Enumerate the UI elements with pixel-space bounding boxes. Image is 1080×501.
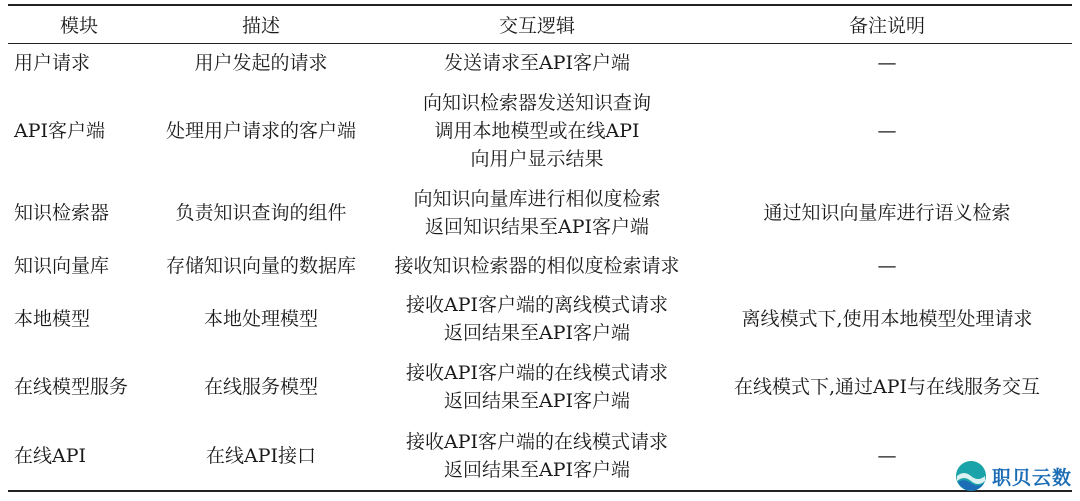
table-row — [8, 43, 1072, 83]
table-row — [8, 421, 1072, 491]
logic-line: 调用本地模型或在线API — [434, 120, 640, 142]
cell-notes: — — [877, 120, 897, 142]
cell-description: 处理用户请求的客户端 — [165, 120, 356, 142]
cell-interaction-logic — [372, 43, 702, 83]
cell-notes: 离线模式下,使用本地模型处理请求 — [741, 308, 1033, 330]
cell-description: 负责知识查询的组件 — [175, 202, 347, 224]
cell-notes: — — [877, 255, 897, 277]
logic-line: 接收API客户端的离线模式请求 — [405, 294, 668, 316]
cell-interaction-logic — [372, 353, 702, 421]
logic-line: 发送请求至API客户端 — [443, 52, 630, 75]
cell-module: 知识向量库 — [14, 255, 110, 277]
cell-notes: 通过知识向量库进行语义检索 — [763, 202, 1011, 224]
header-notes: 备注说明 — [848, 14, 925, 37]
table-row — [8, 285, 1072, 353]
cell-module: 知识检索器 — [14, 202, 110, 224]
logic-line: 返回结果至API客户端 — [443, 390, 630, 412]
logic-line: 接收API客户端的在线模式请求 — [405, 362, 668, 384]
watermark-text: 职贝云数 — [991, 466, 1072, 489]
cell-interaction-logic — [372, 83, 702, 179]
cell-module: API客户端 — [14, 120, 106, 142]
cell-interaction-logic — [372, 421, 702, 491]
logic-line: 接收知识检索器的相似度检索请求 — [394, 255, 680, 277]
table-row — [8, 179, 1072, 247]
logic-line: 向用户显示结果 — [470, 148, 604, 170]
logic-line: 返回结果至API客户端 — [443, 458, 630, 481]
cell-notes: — — [877, 444, 897, 467]
header-interaction-logic: 交互逻辑 — [498, 14, 575, 37]
cell-module: 用户请求 — [14, 52, 91, 75]
cell-interaction-logic — [372, 247, 702, 285]
logic-line: 返回知识结果至API客户端 — [424, 216, 649, 238]
cell-description: 在线服务模型 — [203, 376, 318, 398]
cell-interaction-logic — [372, 179, 702, 247]
header-module: 模块 — [59, 14, 98, 37]
logic-line: 向知识向量库进行相似度检索 — [413, 188, 661, 210]
cell-module: 在线API — [14, 444, 87, 467]
cell-module: 在线模型服务 — [14, 376, 129, 398]
cell-description: 本地处理模型 — [203, 308, 318, 330]
cell-module: 本地模型 — [14, 308, 91, 330]
cell-description: 用户发起的请求 — [194, 52, 328, 75]
table-row — [8, 353, 1072, 421]
table-row — [8, 247, 1072, 285]
cell-notes: 在线模式下,通过API与在线服务交互 — [733, 376, 1041, 398]
module-table — [8, 4, 1072, 492]
cell-notes: — — [877, 52, 897, 75]
cell-description: 在线API接口 — [205, 444, 316, 467]
table-header-row — [8, 5, 1072, 43]
cell-interaction-logic — [372, 285, 702, 353]
cell-description: 存储知识向量的数据库 — [165, 255, 356, 277]
logic-line: 向知识检索器发送知识查询 — [422, 92, 651, 114]
logic-line: 返回结果至API客户端 — [443, 322, 630, 344]
watermark — [954, 459, 1072, 493]
watermark-logo-icon — [954, 459, 988, 493]
logic-line: 接收API客户端的在线模式请求 — [405, 430, 668, 453]
table-row — [8, 83, 1072, 179]
header-description: 描述 — [241, 14, 280, 37]
